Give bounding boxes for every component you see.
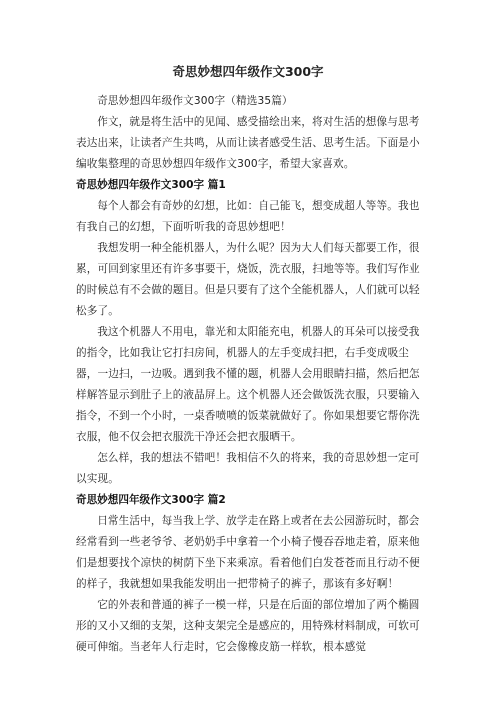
section-heading-2: 奇思妙想四年级作文300字 篇2 [76, 494, 226, 506]
section-2-paragraph-2: 它的外表和普通的裤子一模一样，只是在后面的部位增加了两个椭圆形的又小又细的支架，这种支架完全是感应的，用特殊材料制成，可软可硬可伸缩。当老年人行走时，它会像橡皮筋一样软，根本感觉 [76, 599, 420, 653]
section-heading-1: 奇思妙想四年级作文300字 篇1 [76, 179, 226, 191]
intro-subtitle: 奇思妙想四年级作文300字（精选35篇） [97, 95, 293, 107]
section-2-paragraph-1: 日常生活中，每当我上学、放学走在路上或者在去公园游玩时，都会经常看到一些老爷爷、老奶奶手中拿着一个小椅子慢吞吞地走着，原来他们是想要找个凉快的树荫下坐下来乘凉。看着他们白发苍苍而且行动不便的样子，我就想如果我能发明出一把带椅子的裤子，那该有多好啊！ [76, 515, 420, 590]
section-1-paragraph-2: 我想发明一种全能机器人，为什么呢？因为大人们每天都要工作，很累，可回到家里还有许多事要干，烧饭，洗衣服，扫地等等。我们写作业的时候总有不会做的题目。但是只要有了这个全能机器人，人们就可以轻松多了。 [76, 242, 420, 317]
intro-paragraph: 作文，就是将生活中的见闻、感受描绘出来，将对生活的想像与思考表达出来，让读者产生共鸣，从而让读者感受生活、思考生活。下面是小编收集整理的奇思妙想四年级作文300字，希望大家喜欢。 [76, 116, 420, 170]
document-body [76, 91, 421, 658]
section-1-paragraph-3: 我这个机器人不用电，靠光和太阳能充电，机器人的耳朵可以接受我的指令，比如我让它打扫房间，机器人的左手变成扫把，右手变成吸尘器，一边扫，一边吸。遇到我不懂的题，机器人会用眼睛扫描，然后把怎样解答显示到肚子上的液晶屏上。这个机器人还会做饭洗衣服，只要输入指令，不到一个小时，一桌香喷喷的饭菜就做好了。你如果想要它帮你洗衣服，他不仅会把衣服洗干净还会把衣服晒干。 [76, 326, 420, 443]
section-1-paragraph-1: 每个人都会有奇妙的幻想，比如：自己能飞，想变成超人等等。我也有我自己的幻想，下面听听我的奇思妙想吧！ [76, 200, 420, 233]
section-1-paragraph-4: 怎么样，我的想法不错吧！我相信不久的将来，我的奇思妙想一定可以实现。 [76, 452, 420, 485]
document-title: 奇思妙想四年级作文300字 [172, 64, 324, 79]
